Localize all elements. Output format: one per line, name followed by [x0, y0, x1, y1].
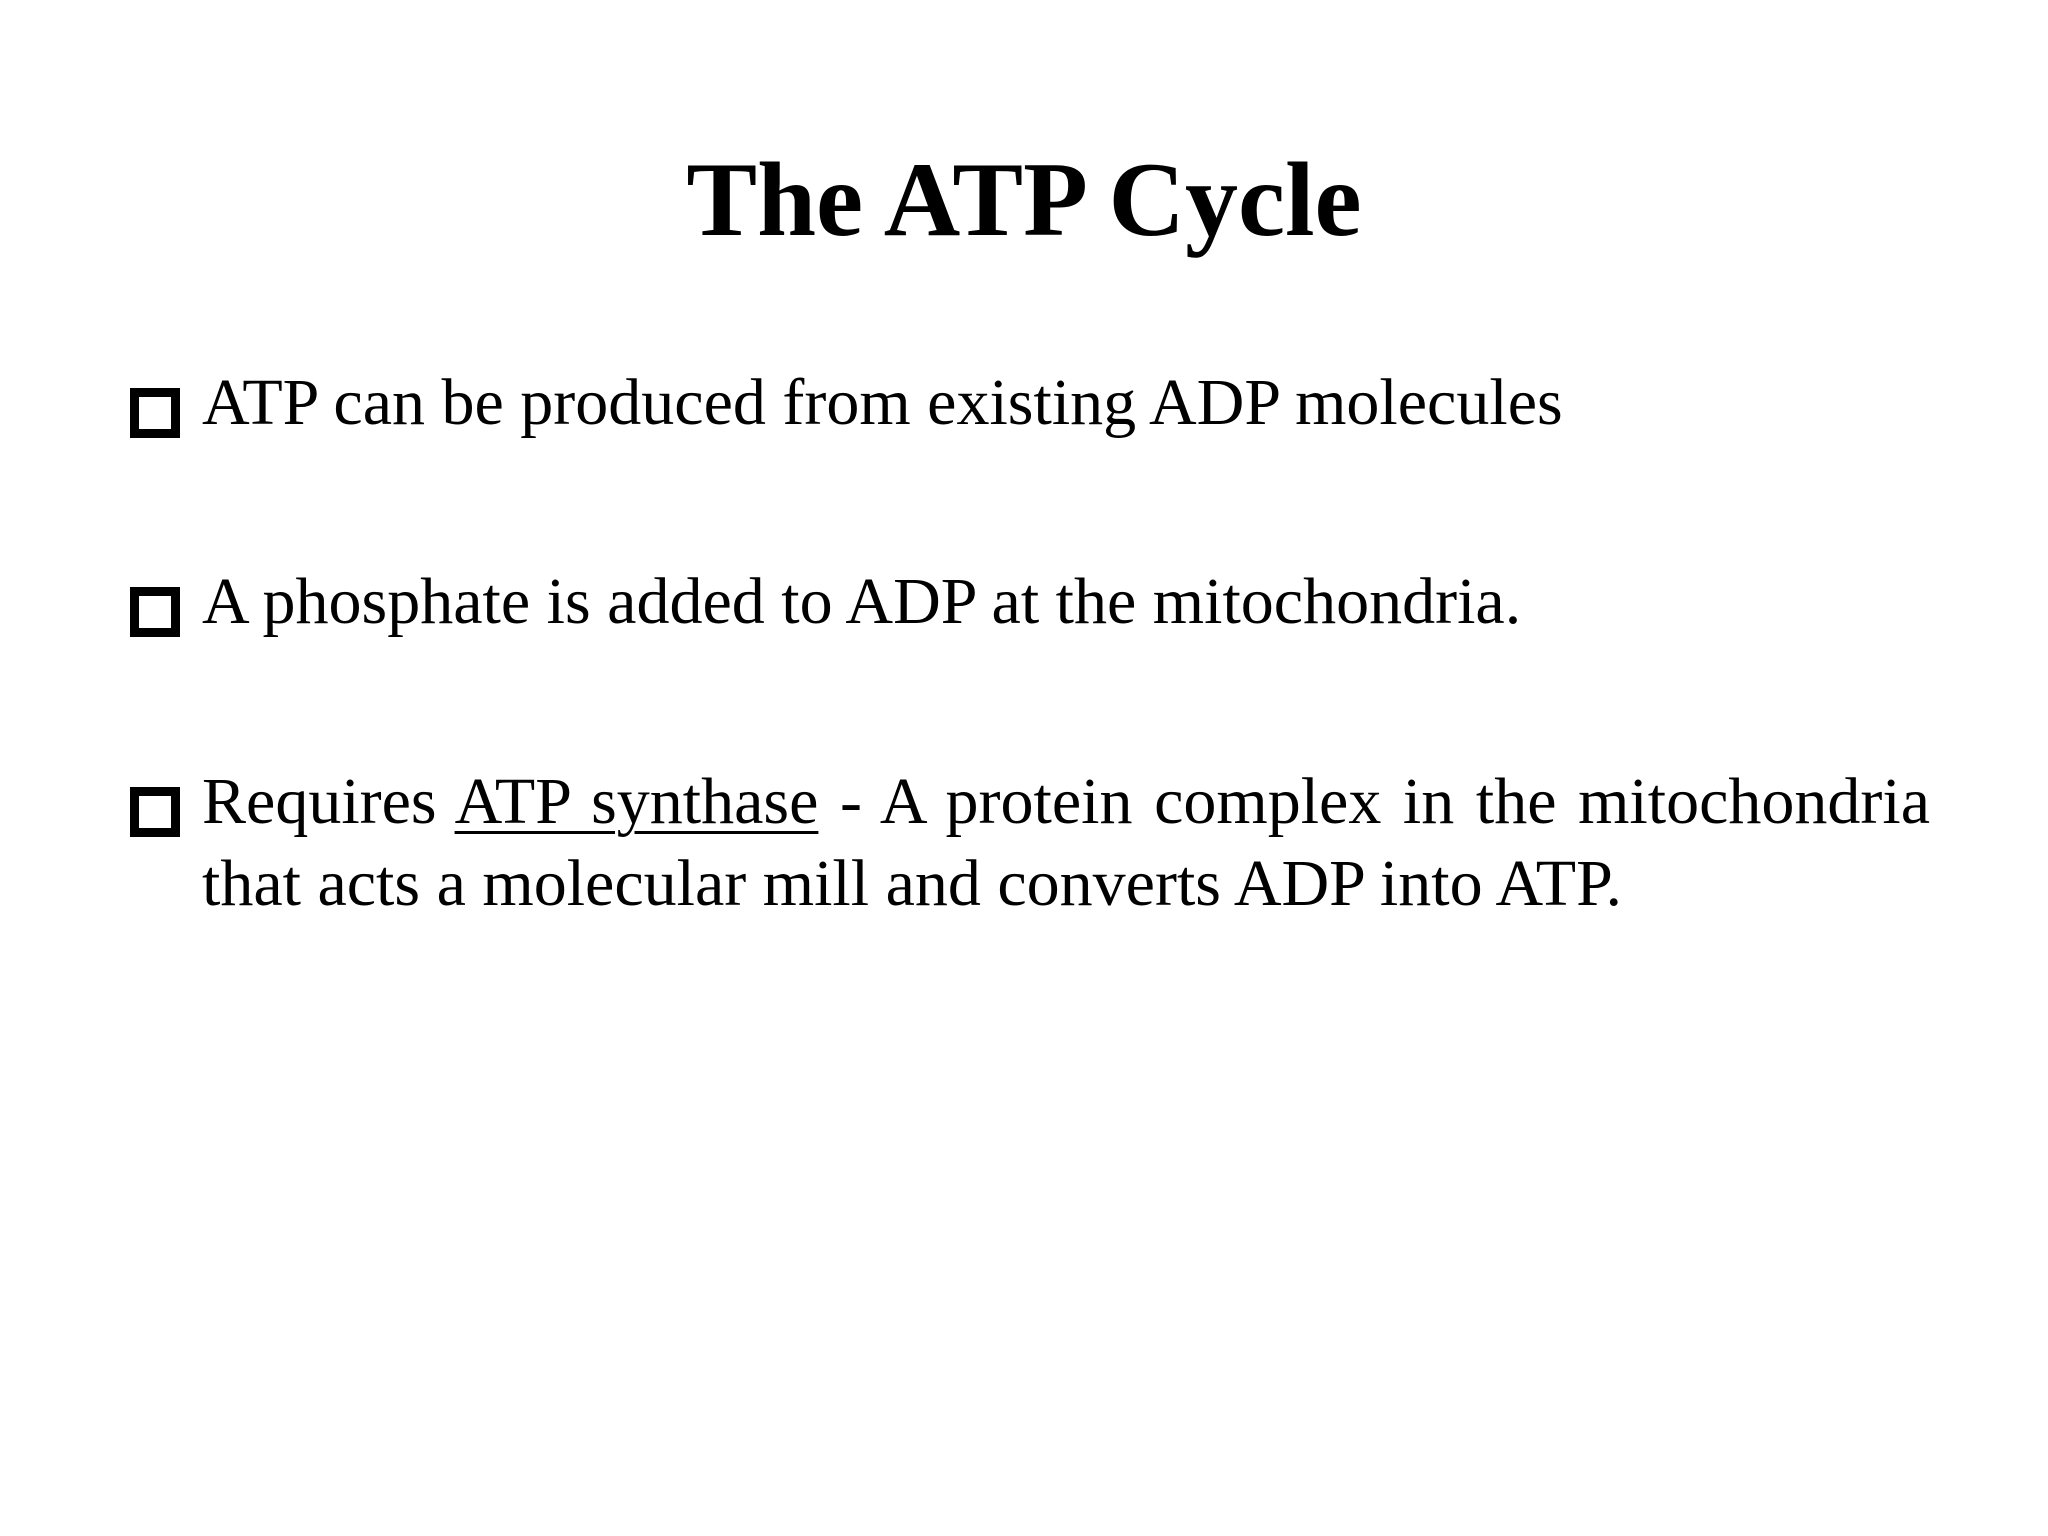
slide-title: The ATP Cycle — [686, 141, 1362, 258]
bullet-text: A phosphate is added to ADP at the mitochondria. — [202, 565, 1522, 638]
bullet-text — [202, 761, 1930, 925]
bullet-text: ATP can be produced from existing ADP molecules — [202, 366, 1563, 439]
bullet-prefix: Requires — [202, 765, 455, 838]
square-bullet-icon — [130, 388, 180, 438]
bullet-suffix: - A protein complex in the mitochondria that acts a molecular mill and converts ADP into ATP. — [202, 765, 1931, 920]
atp-synthase-term: ATP synthase — [454, 765, 819, 838]
square-bullet-icon — [130, 787, 180, 837]
square-bullet-icon — [130, 587, 180, 637]
